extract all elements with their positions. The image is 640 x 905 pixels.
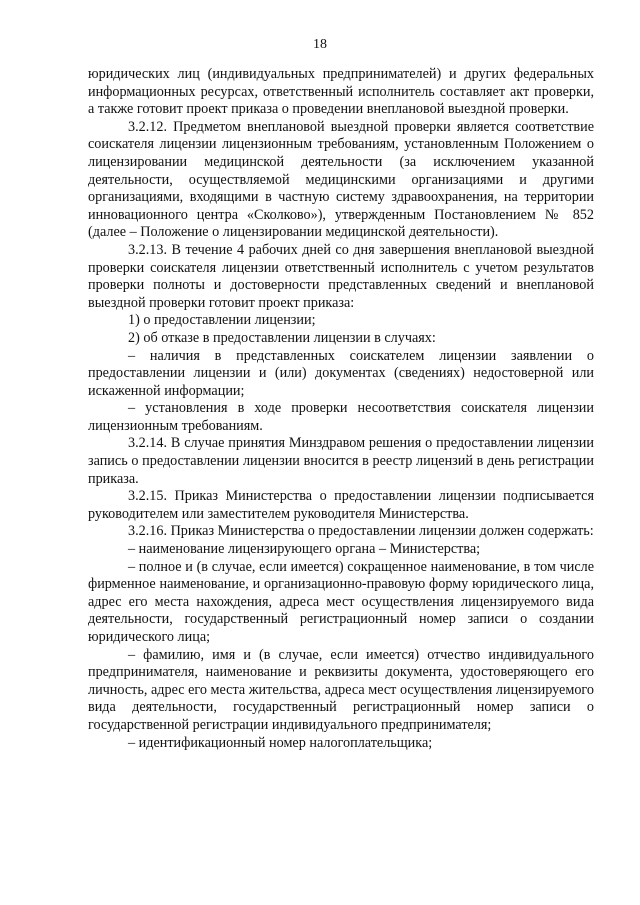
paragraph-3-2-14: 3.2.14. В случае принятия Минздравом решения о предоставлении лицензии запись о предоставлении лицензии вносится в реестр лицензий в день регистрации приказа. bbox=[88, 435, 594, 487]
paragraph-3-2-12: 3.2.12. Предметом внеплановой выездной проверки является соответствие соискателя лицензии лицензионным требованиям, установленным Положением о лицензировании медицинской деятельности (за исключением указанной деятельности, осуществляемой медицинскими организациями и другими организациями, входящими в частную систему здравоохранения, на территории инновационного центра «Сколково»), утвержденным Постановлением № 852 (далее – Положение о лицензировании медицинской деятельности). bbox=[88, 118, 594, 241]
page-number: 18 bbox=[313, 37, 327, 52]
list-item-refuse-license: 2) об отказе в предоставлении лицензии в случаях: bbox=[128, 329, 436, 346]
document-body bbox=[88, 66, 594, 752]
list-item-grant-license: 1) о предоставлении лицензии; bbox=[128, 312, 316, 329]
bullet-noncompliance: – установления в ходе проверки несоответствия соискателя лицензии лицензионным требованиям. bbox=[88, 400, 594, 434]
bullet-legal-entity: – полное и (в случае, если имеется) сокращенное наименование, в том числе фирменное наименование, и организационно-правовую форму юридического лица, адрес его места нахождения, адреса мест осуществления лицензируемого вида деятельности, государственный регистрационный номер записи о создании юридического лица; bbox=[88, 558, 594, 645]
bullet-false-information: – наличия в представленных соискателем лицензии заявлении о предоставлении лицензии и (или) документах (сведениях) недостоверной или искаженной информации; bbox=[88, 347, 594, 399]
bullet-taxpayer-id: – идентификационный номер налогоплательщика; bbox=[128, 734, 433, 751]
bullet-individual-entrepreneur: – фамилию, имя и (в случае, если имеется) отчество индивидуального предпринимателя, наименование и реквизиты документа, удостоверяющего его личность, адрес его места жительства, адреса мест осуществления лицензируемого вида деятельности, государственный регистрационный номер записи о государственной регистрации индивидуального предпринимателя; bbox=[88, 646, 594, 733]
paragraph-continuation: юридических лиц (индивидуальных предпринимателей) и других федеральных информационных ресурсах, ответственный исполнитель составляет акт проверки, а также готовит проект приказа о проведении внеплановой выездной проверки. bbox=[88, 66, 594, 118]
paragraph-3-2-15: 3.2.15. Приказ Министерства о предоставлении лицензии подписывается руководителем или заместителем руководителя Министерства. bbox=[88, 488, 594, 522]
bullet-licensing-body: – наименование лицензирующего органа – Министерства; bbox=[128, 541, 481, 558]
paragraph-3-2-13: 3.2.13. В течение 4 рабочих дней со дня завершения внеплановой выездной проверки соискателя лицензии ответственный исполнитель с учетом результатов проверки полноты и достоверности представленных сведений и внеплановой выездной проверки готовит проект приказа: bbox=[88, 241, 594, 311]
paragraph-3-2-16: 3.2.16. Приказ Министерства о предоставлении лицензии должен содержать: bbox=[128, 523, 594, 540]
